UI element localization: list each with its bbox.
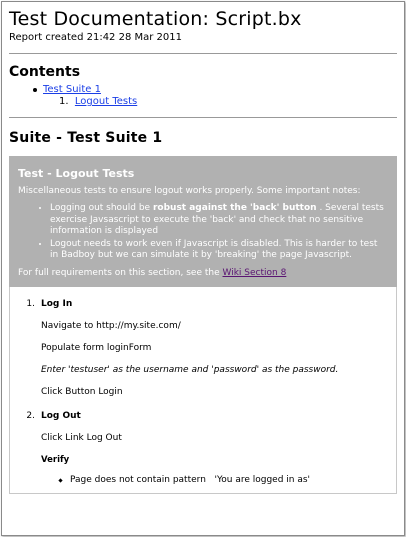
note-text: Logging out should be bbox=[50, 203, 153, 213]
divider bbox=[9, 117, 397, 118]
diamond-bullet-icon bbox=[58, 478, 62, 482]
table-of-contents bbox=[9, 84, 397, 107]
step-number: 2. bbox=[26, 411, 35, 421]
test-title: Test - Logout Tests bbox=[18, 167, 135, 180]
requirements-text: For full requirements on this section, see the bbox=[18, 267, 223, 278]
divider bbox=[9, 53, 397, 54]
toc-link-test-suite-1[interactable]: Test Suite 1 bbox=[43, 84, 101, 95]
notes-list bbox=[18, 203, 388, 262]
list-item bbox=[50, 203, 388, 238]
wiki-section-link[interactable]: Wiki Section 8 bbox=[222, 267, 287, 278]
contents-heading: Contents bbox=[9, 64, 81, 80]
step-title: Log Out bbox=[41, 411, 81, 421]
toc-item bbox=[33, 84, 397, 95]
step-line: Click Link Log Out bbox=[41, 433, 122, 443]
step-line: Populate form loginForm bbox=[41, 343, 152, 353]
toc-subitem bbox=[59, 96, 397, 107]
toc-link-logout-tests[interactable]: Logout Tests bbox=[74, 96, 138, 107]
report-created: Report created 21:42 28 Mar 2011 bbox=[9, 32, 182, 43]
note-text: . Several tests exercise Javsascript to execute the 'back' and check that no sensitive information is displayed bbox=[50, 203, 384, 236]
test-steps bbox=[9, 287, 397, 494]
step-heading bbox=[19, 411, 387, 421]
test-intro: Miscellaneous tests to ensure logout works properly. Some important notes: bbox=[18, 185, 361, 196]
verify-item bbox=[59, 475, 387, 485]
requirements-line bbox=[18, 268, 388, 280]
step-line: Enter 'testuser' as the username and 'password' as the password. bbox=[41, 365, 339, 375]
toc-subitem-number: 1. bbox=[59, 96, 69, 107]
step-number: 1. bbox=[26, 299, 35, 309]
test-description-box bbox=[9, 156, 397, 287]
step-title: Log In bbox=[41, 299, 73, 309]
verify-label: Verify bbox=[41, 455, 70, 465]
suite-heading: Suite - Test Suite 1 bbox=[9, 130, 163, 146]
list-item: • Logout needs to work even if Javascript is disabled. This is harder to test in Badboy but we can simulate it by 'breaking' the page Javascript. bbox=[50, 239, 388, 262]
document-window bbox=[1, 1, 405, 536]
step-line: Navigate to http://my.site.com/ bbox=[41, 321, 181, 331]
step-heading bbox=[19, 299, 387, 309]
bullet-icon bbox=[33, 88, 37, 92]
verify-text: Page does not contain pattern 'You are logged in as' bbox=[70, 475, 311, 485]
document-body bbox=[2, 2, 404, 494]
note-bold: robust against the 'back' button bbox=[152, 203, 317, 213]
page-title: Test Documentation: Script.bx bbox=[9, 8, 302, 30]
step-line: Click Button Login bbox=[41, 387, 123, 397]
